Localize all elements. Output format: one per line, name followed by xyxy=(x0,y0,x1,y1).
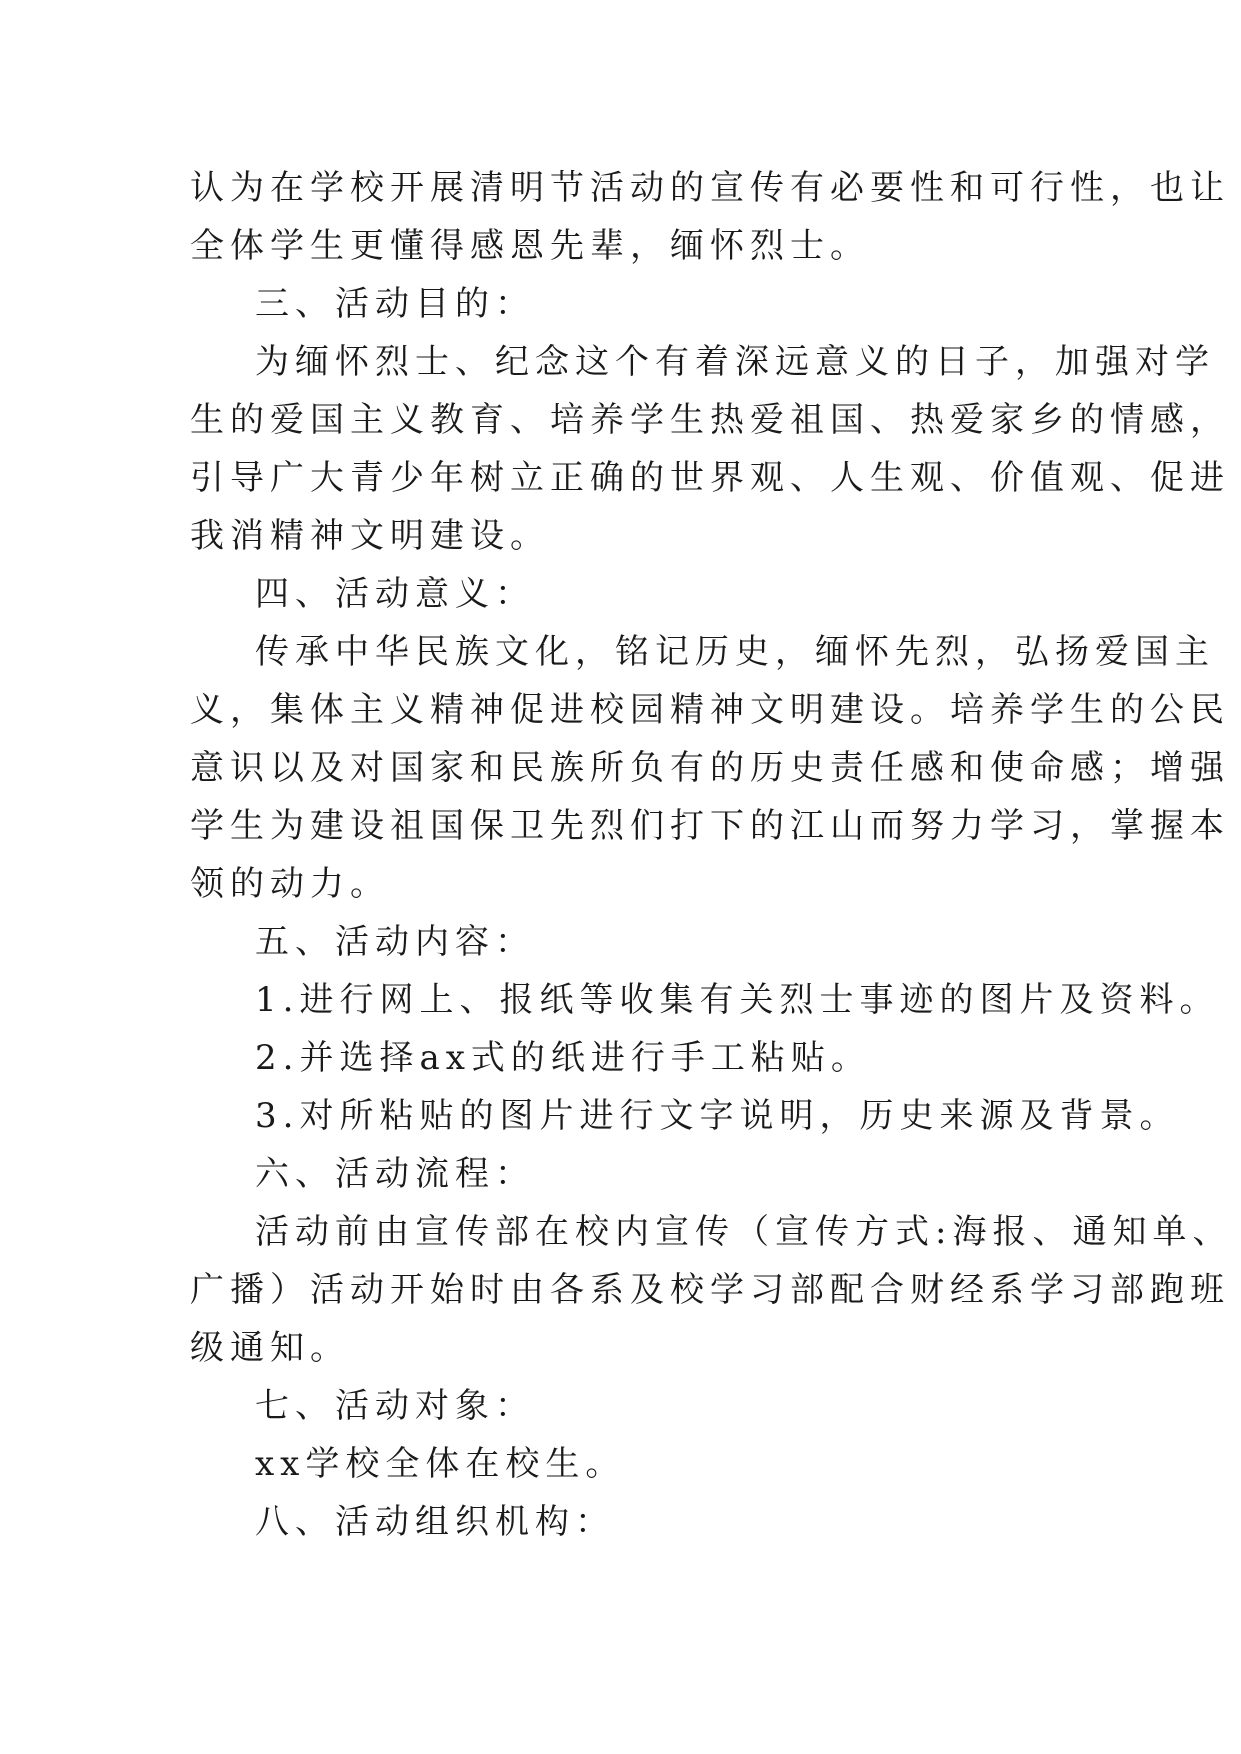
list-item: 3.对所粘贴的图片进行文字说明，历史来源及背景。 xyxy=(255,1096,1180,1136)
paragraph-line: 学生为建设祖国保卫先烈们打下的江山而努力学习，掌握本 xyxy=(190,806,1230,846)
paragraph-line: 传承中华民族文化，铭记历史，缅怀先烈，弘扬爱国主 xyxy=(255,632,1215,672)
section-heading: 七、活动对象： xyxy=(255,1386,535,1426)
paragraph-line: 为缅怀烈士、纪念这个有着深远意义的日子，加强对学 xyxy=(255,342,1215,382)
list-item: 2.并选择ax式的纸进行手工粘贴。 xyxy=(255,1038,871,1078)
paragraph-line: 引导广大青少年树立正确的世界观、人生观、价值观、促进 xyxy=(190,458,1230,498)
paragraph-line: 认为在学校开展清明节活动的宣传有必要性和可行性，也让 xyxy=(190,168,1230,208)
paragraph-line: 领的动力。 xyxy=(190,864,390,904)
paragraph-line: 全体学生更懂得感恩先辈，缅怀烈士。 xyxy=(190,226,870,266)
section-heading: 四、活动意义： xyxy=(255,574,535,614)
list-item: 1.进行网上、报纸等收集有关烈士事迹的图片及资料。 xyxy=(255,980,1220,1020)
paragraph-line: 广播）活动开始时由各系及校学习部配合财经系学习部跑班 xyxy=(190,1270,1230,1310)
paragraph-line: 活动前由宣传部在校内宣传（宣传方式:海报、通知单、 xyxy=(255,1212,1233,1252)
paragraph-line: 义，集体主义精神促进校园精神文明建设。培养学生的公民 xyxy=(190,690,1230,730)
section-heading: 三、活动目的： xyxy=(255,284,535,324)
paragraph-line: 我消精神文明建设。 xyxy=(190,516,550,556)
section-heading: 六、活动流程： xyxy=(255,1154,535,1194)
section-heading: 五、活动内容： xyxy=(255,922,535,962)
paragraph-line: 级通知。 xyxy=(190,1328,350,1368)
paragraph-line: 意识以及对国家和民族所负有的历史责任感和使命感；增强 xyxy=(190,748,1230,788)
paragraph-line: xx学校全体在校生。 xyxy=(255,1444,626,1484)
section-heading: 八、活动组织机构： xyxy=(255,1502,615,1542)
paragraph-line: 生的爱国主义教育、培养学生热爱祖国、热爱家乡的情感， xyxy=(190,400,1230,440)
